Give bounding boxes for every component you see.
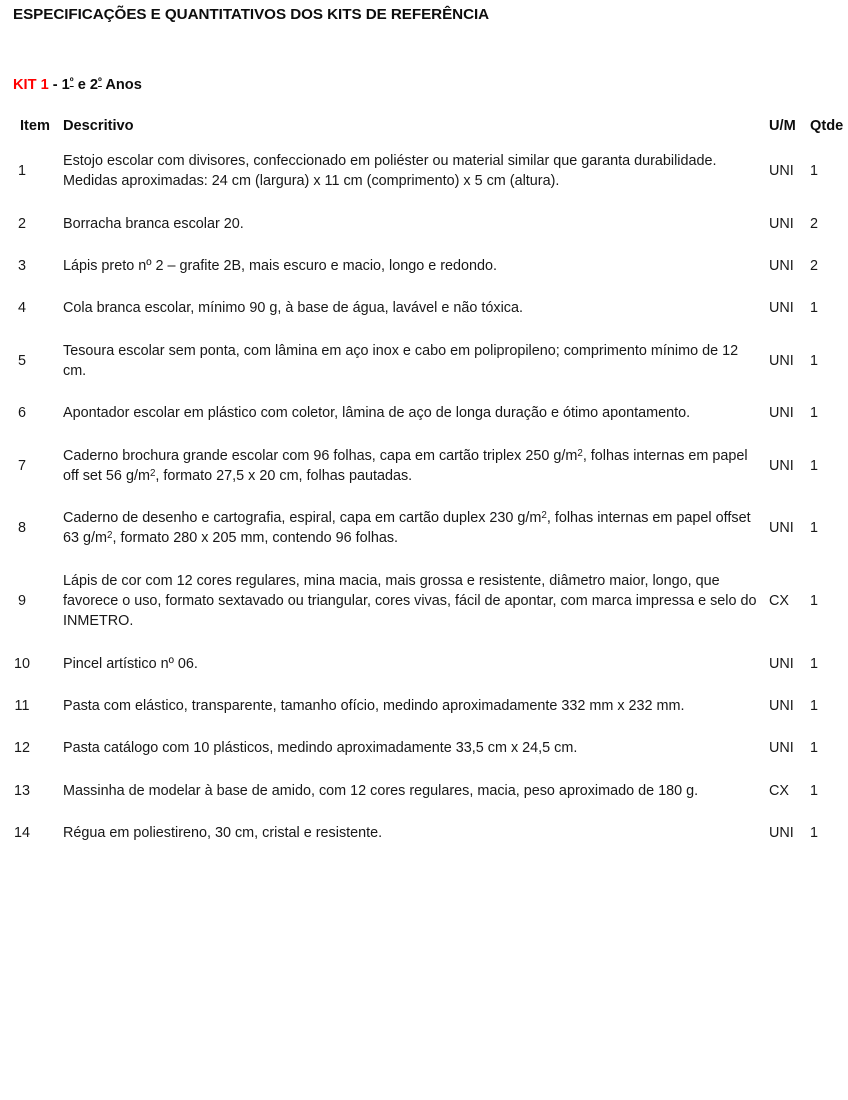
cell-item-number: 10: [13, 655, 30, 672]
cell-unit-of-measure: UNI: [769, 352, 794, 369]
cell-unit-of-measure: UNI: [769, 457, 794, 474]
kit-number-label: KIT 1: [13, 76, 49, 93]
cell-item-number: 12: [13, 740, 30, 757]
cell-item-number: 13: [13, 782, 30, 799]
cell-quantity: 1: [810, 698, 819, 714]
table-row: [0, 203, 848, 245]
cell-descritivo: Borracha branca escolar 20.: [63, 215, 244, 232]
column-header-qtde: Qtde: [810, 118, 844, 134]
cell-item-number: 1: [17, 163, 26, 180]
cell-item-number: 9: [17, 593, 26, 610]
cell-descritivo: Apontador escolar em plástico com coletor, lâmina de aço de longa duração e ótimo apontamento.: [63, 405, 691, 422]
table-row: [0, 685, 848, 727]
table-header-row: [0, 118, 848, 140]
kit-grade-suffix: Anos: [101, 76, 142, 93]
cell-unit-of-measure: UNI: [769, 163, 794, 180]
cell-item-number: 6: [17, 405, 26, 422]
column-header-item: Item: [20, 118, 51, 134]
cell-unit-of-measure: UNI: [769, 698, 794, 714]
cell-item-number: 8: [17, 520, 26, 537]
cell-unit-of-measure: UNI: [769, 520, 794, 537]
table-row: [0, 727, 848, 769]
table-row: [0, 770, 848, 812]
cell-item-number: 3: [17, 257, 26, 274]
cell-item-number: 14: [13, 824, 30, 841]
cell-descritivo: Lápis de cor com 12 cores regulares, mina macia, mais grossa e resistente, diâmetro maior, longo, que favorece o uso, formato sextavado ou triangular, cores vivas, fácil de apontar, com marca impressa e selo do INMETRO.: [63, 572, 757, 630]
cell-descritivo: Caderno brochura grande escolar com 96 folhas, capa em cartão triplex 250 $g/m^2$, folhas internas em papel off set 56 $g/m^2$, formato 27,5 x 20 cm, folhas pautadas.: [63, 447, 748, 484]
table-row: [0, 245, 848, 287]
cell-unit-of-measure: UNI: [769, 405, 794, 422]
cell-quantity: 1: [810, 300, 819, 317]
table-row: [0, 643, 848, 685]
kit-section-heading: [13, 76, 142, 93]
cell-quantity: 1: [810, 782, 819, 799]
cell-unit-of-measure: UNI: [769, 655, 794, 672]
cell-unit-of-measure: UNI: [769, 215, 794, 232]
cell-quantity: 1: [810, 520, 819, 537]
cell-item-number: 4: [17, 300, 26, 317]
cell-descritivo: Lápis preto nº 2 – grafite 2B, mais escuro e macio, longo e redondo.: [63, 257, 498, 274]
column-header-um: U/M: [769, 118, 796, 134]
cell-item-number: 11: [14, 698, 30, 714]
kit-separator: -: [48, 76, 62, 93]
cell-descritivo: Massinha de modelar à base de amido, com 12 cores regulares, macia, peso aproximado de 180 g.: [63, 782, 699, 799]
table-body: [0, 140, 848, 854]
table-row: [0, 812, 848, 854]
cell-unit-of-measure: CX: [769, 782, 789, 799]
cell-descritivo: Pasta com elástico, transparente, tamanho ofício, medindo aproximadamente 332 mm x 232 mm.: [63, 698, 685, 714]
ordinal-indicator-first: º: [69, 76, 74, 88]
cell-unit-of-measure: CX: [769, 593, 789, 610]
cell-quantity: 2: [810, 215, 819, 232]
cell-unit-of-measure: UNI: [769, 740, 794, 757]
cell-descritivo: Caderno de desenho e cartografia, espiral, capa em cartão duplex 230 $g/m^2$, folhas internas em papel offset 63 $g/m^2$, formato 280 x 205 mm, contendo 96 folhas.: [63, 510, 751, 547]
cell-descritivo: Pincel artístico nº 06.: [63, 655, 198, 672]
table-header: [0, 118, 848, 140]
cell-descritivo: Pasta catálogo com 10 plásticos, medindo aproximadamente 33,5 cm x 24,5 cm.: [63, 740, 578, 757]
table-row: [0, 435, 848, 498]
cell-quantity: 2: [810, 257, 819, 274]
cell-unit-of-measure: UNI: [769, 824, 794, 841]
table-row: [0, 392, 848, 434]
table-row: [0, 140, 848, 203]
cell-item-number: 7: [17, 457, 26, 474]
ordinal-indicator-second: º: [97, 76, 102, 88]
cell-descritivo: Régua em poliestireno, 30 cm, cristal e resistente.: [63, 824, 383, 841]
cell-item-number: 2: [17, 215, 26, 232]
cell-descritivo: Cola branca escolar, mínimo 90 g, à base de água, lavável e não tóxica.: [63, 300, 523, 317]
cell-quantity: 1: [810, 740, 819, 757]
cell-quantity: 1: [810, 457, 819, 474]
cell-descritivo: Estojo escolar com divisores, confeccionado em poliéster ou material similar que garanta durabilidade. Medidas aproximadas: 24 cm (largura) x 11 cm (comprimento) x 5 cm (altura).: [63, 153, 717, 190]
kit-items-table: [0, 118, 848, 854]
kit-grade-middle: e 2: [73, 76, 98, 93]
cell-quantity: 1: [810, 824, 819, 841]
cell-quantity: 1: [810, 593, 819, 610]
table-row: [0, 560, 848, 643]
table-row: [0, 287, 848, 329]
cell-descritivo: Tesoura escolar sem ponta, com lâmina em aço inox e cabo em polipropileno; comprimento mínimo de 12 cm.: [63, 342, 739, 379]
cell-quantity: 1: [810, 163, 819, 180]
cell-item-number: 5: [17, 352, 26, 369]
cell-quantity: 1: [810, 655, 819, 672]
page-title: ESPECIFICAÇÕES E QUANTITATIVOS DOS KITS DE REFERÊNCIA: [13, 6, 490, 23]
cell-quantity: 1: [810, 405, 819, 422]
kit-grade-first: 1: [61, 76, 70, 93]
table-row: [0, 330, 848, 393]
cell-unit-of-measure: UNI: [769, 257, 794, 274]
cell-quantity: 1: [810, 352, 819, 369]
table-row: [0, 497, 848, 560]
cell-unit-of-measure: UNI: [769, 300, 794, 317]
column-header-descritivo: Descritivo: [63, 118, 134, 134]
